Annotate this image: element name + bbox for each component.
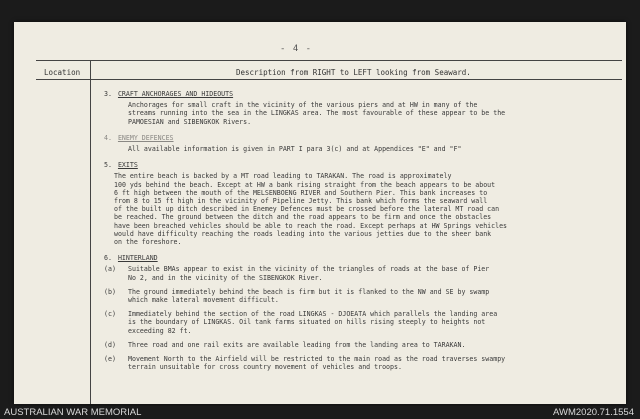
item-label: (e) [104,355,116,364]
location-column-divider [90,60,91,404]
section-text: Anchorages for small craft in the vicinity of the various piers and at HW in many of the streams running into the sea in the LINGKAS area. The most favourable of these appear to be the PAMOESIAN and SIBENGKOK Rivers. [128,101,506,126]
hinterland-item [104,341,609,349]
section-number: 6. [104,254,112,263]
header-top-rule [36,60,622,61]
item-text: The ground immediately behind the beach is firm but it is flanked to the NW and SE by swamp which make lateral movement difficult. [128,287,490,305]
hinterland-item [104,310,609,335]
page-number: - 4 - [280,44,313,54]
hinterland-item [104,355,609,371]
section-craft-anchorages [104,90,609,126]
item-text: Movement North to the Airfield will be restricted to the main road as the road traverses swampy terrain unsuitable for cross country movement of vehicles and troops. [128,355,506,372]
item-label: (c) [104,310,116,319]
section-number: 5. [104,161,112,170]
location-column-header: Location [44,68,81,77]
section-exits [104,161,609,246]
hinterland-item [104,265,609,281]
hinterland-item [104,288,609,304]
description-column-header: Description from RIGHT to LEFT looking from Seaward. [236,68,471,77]
footer-accession-number: AWM2020.71.1554 [553,407,634,418]
archive-footer [0,406,640,419]
item-label: (b) [104,287,116,296]
document-body [104,90,609,377]
header-bottom-rule [36,79,622,80]
section-enemy-defences [104,134,609,153]
section-title: CRAFT ANCHORAGES AND HIDEOUTS [117,90,234,98]
item-text: Three road and one rail exits are available leading from the landing area to TARAKAN. [128,340,466,349]
document-page [14,22,626,404]
section-title: ENEMY DEFENCES [117,133,174,142]
item-text: Immediately behind the section of the road LINGKAS - DJOEATA which parallels the landing area is the boundary of LINGKAS. Oil tank farms situated on hills rising steeply to heights not exceeding 82 ft. [128,310,498,335]
section-number: 3. [104,90,112,98]
section-text: The entire beach is backed by a MT road leading to TARAKAN. The road is approximately 100 yds behind the beach. Except at HW a bank rising straight from the beach appears to be about 6 ft high between the mouth of the MELSENBOENG RIVER and Southern Pier. This bank increases to from 8 to 15 ft high in the vicinity of Pipeline Jetty. This bank which forms the seaward wall of the built up ditch described in Enemey Defences must be crossed before the lateral MT road can be reached. The ground between the ditch and the road appears to be firm and once the obstacles have been breached vehicles should be able to reach the road. Except perhaps at HW Springs vehicles would have difficulty reaching the roads leading into the various jetties due to the sheer bank on the foreshore. [114,172,508,247]
item-text: Suitable BMAs appear to exist in the vicinity of the triangles of roads at the base of Pier No 2, and in the vicinity of the SIBENGKOK River. [128,265,490,282]
item-label: (a) [104,265,116,274]
section-text: All available information is given in PART I para 3(c) and at Appendices "E" and "F" [128,145,462,154]
footer-institution: AUSTRALIAN WAR MEMORIAL [4,407,142,418]
section-title: HINTERLAND [117,254,158,263]
item-label: (d) [104,340,116,349]
section-title: EXITS [117,161,138,170]
section-hinterland [104,254,609,371]
section-number: 4. [104,133,112,142]
